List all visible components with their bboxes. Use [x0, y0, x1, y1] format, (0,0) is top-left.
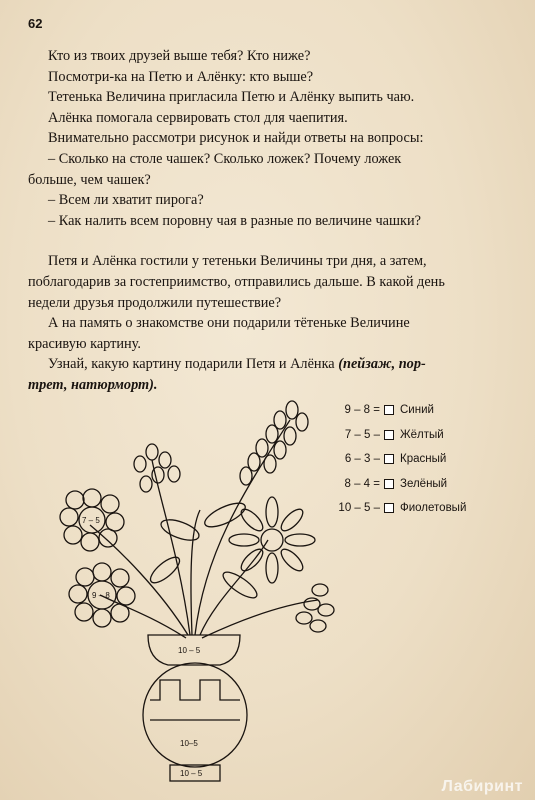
flower-top-label: 7 – 5	[82, 516, 100, 525]
legend-color-name: Синий	[400, 404, 434, 417]
page-text	[28, 46, 518, 396]
text-line: – Всем ли хватит пирога?	[48, 192, 204, 209]
task-line	[48, 354, 518, 375]
text-line: Посмотри-ка на Петю и Алёнку: кто выше?	[48, 68, 314, 85]
flower-bottom-label: 9 – 8	[92, 591, 110, 600]
watermark-logo: Лабиринт	[441, 778, 523, 795]
text-line: А на память о знакомстве они подарили тётеньке Величине	[48, 315, 410, 332]
task-hint: (пейзаж, пор-	[338, 356, 426, 373]
legend-expression: 7 – 5 –	[344, 428, 380, 441]
vase-body-label: 10–5	[180, 739, 198, 748]
legend-row	[320, 398, 510, 423]
legend-row	[320, 472, 510, 497]
text-line: Кто из твоих друзей выше тебя? Кто ниже?	[48, 48, 311, 64]
legend-expression: 9 – 8 =	[344, 404, 380, 417]
color-legend	[320, 398, 510, 521]
legend-expression: 10 – 5 –	[338, 502, 380, 515]
text-line: красивую картину.	[28, 335, 141, 352]
legend-checkbox	[384, 405, 394, 415]
legend-row	[320, 447, 510, 472]
vase-neck-label: 10 – 5	[178, 646, 201, 655]
text-line: Тетенька Величина пригласила Петю и Алёнку выпить чаю.	[48, 89, 415, 106]
legend-expression: 8 – 4 =	[344, 477, 380, 490]
legend-checkbox	[384, 454, 394, 464]
legend-expression: 6 – 3 –	[344, 453, 380, 466]
text-line: Внимательно рассмотри рисунок и найди ответы на вопросы:	[48, 130, 424, 147]
task-hint-line2: трет, натюрморт).	[28, 376, 158, 393]
page-number: 62	[28, 16, 43, 31]
text-line: поблагодарив за гостеприимство, отправились дальше. В какой день	[28, 273, 445, 290]
legend-row	[320, 423, 510, 448]
legend-color-name: Жёлтый	[400, 428, 444, 441]
legend-row	[320, 496, 510, 521]
legend-color-name: Зелёный	[400, 477, 448, 490]
text-line: недели друзья продолжили путешествие?	[28, 294, 282, 311]
legend-color-name: Фиолетовый	[400, 502, 467, 515]
text-line: – Сколько на столе чашек? Сколько ложек? Почему ложек	[48, 150, 402, 167]
text-line: – Как налить всем поровну чая в разные по величине чашки?	[48, 212, 421, 229]
text-line: Алёнка помогала сервировать стол для чаепития.	[48, 109, 348, 126]
legend-checkbox	[384, 479, 394, 489]
text-line: Петя и Алёнка гостили у тетеньки Величины три дня, а затем,	[48, 253, 427, 270]
text-line: больше, чем чашек?	[28, 171, 151, 188]
task-text: Узнай, какую картину подарили Петя и Алёнка	[48, 356, 335, 373]
legend-checkbox	[384, 503, 394, 513]
legend-checkbox	[384, 430, 394, 440]
legend-color-name: Красный	[400, 453, 447, 466]
flower-vase-picture	[40, 380, 340, 790]
vase-base-label: 10 – 5	[180, 769, 203, 778]
